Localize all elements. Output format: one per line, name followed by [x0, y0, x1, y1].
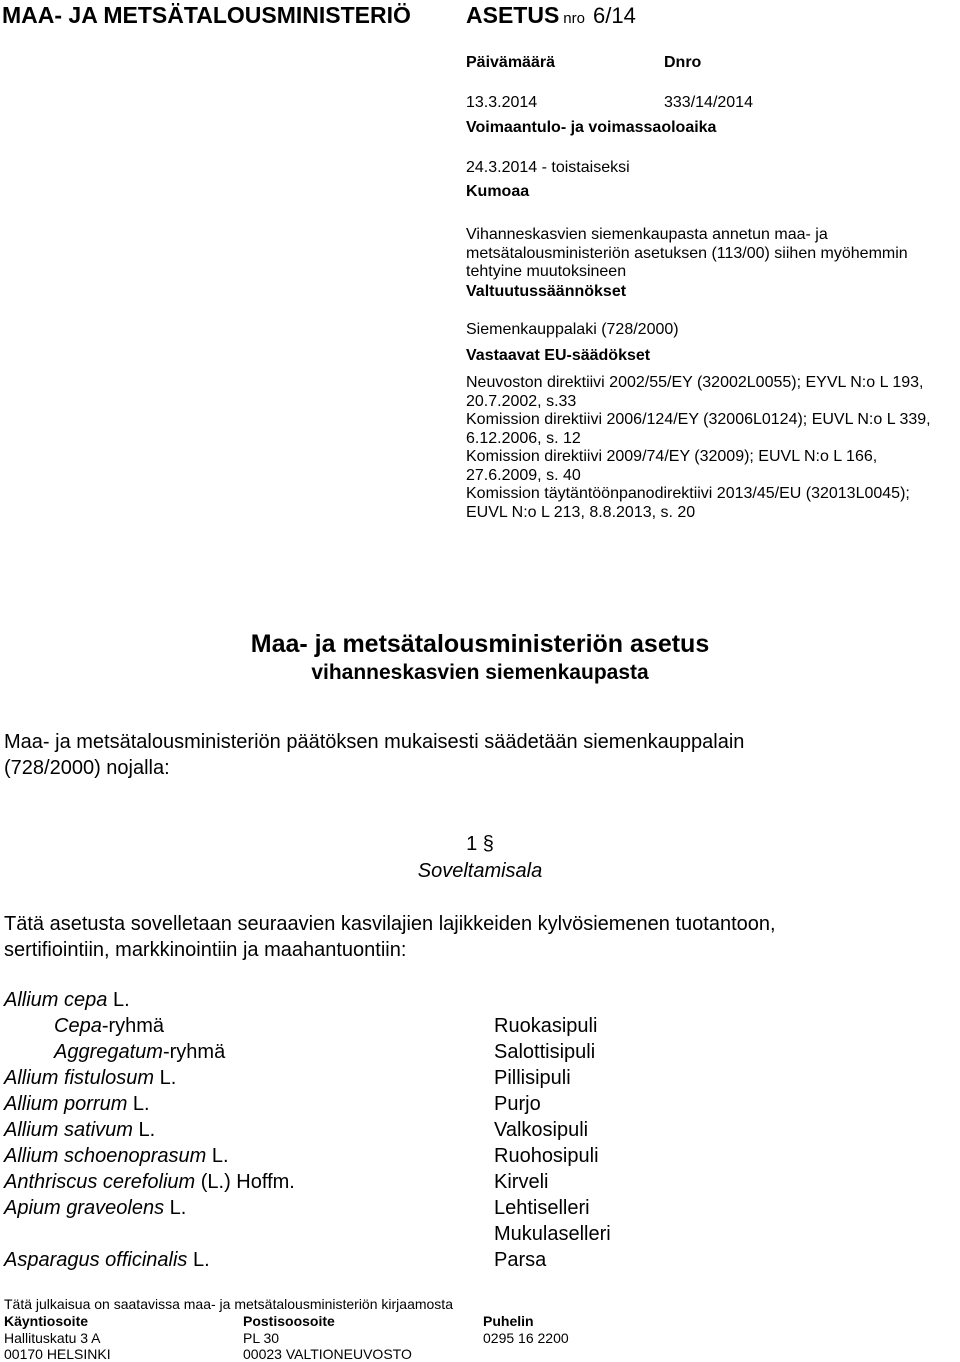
document-number: 6/14 — [592, 3, 636, 28]
species-row — [4, 1145, 904, 1171]
intro-line: (728/2000) nojalla: — [4, 757, 170, 779]
repeals-line: tehtyine muutoksineen — [466, 263, 627, 280]
species-row — [4, 1249, 904, 1275]
visit-city: 00170 HELSINKI — [4, 1346, 111, 1362]
intro-line: Maa- ja metsätalousministeriön päätöksen mukaisesti säädetään siemenkauppalain — [4, 731, 745, 753]
authority-value: Siemenkauppalaki (728/2000) — [466, 321, 679, 338]
visit-street: Hallituskatu 3 A — [4, 1330, 101, 1346]
species-name: Anthriscus cerefolium (L.) Hoffm. — [4, 1171, 295, 1193]
species-name: Allium fistulosum L. — [4, 1067, 177, 1089]
repeals-label: Kumoaa — [466, 183, 530, 200]
species-common-name: Kirveli — [494, 1171, 549, 1193]
section-number: 1 § — [466, 833, 494, 855]
species-name: Asparagus officinalis L. — [4, 1249, 210, 1271]
species-common-name: Ruokasipuli — [494, 1015, 598, 1037]
decree-subtitle: vihanneskasvien siemenkaupasta — [311, 661, 649, 684]
validity-label: Voimaantulo- ja voimassaoloaika — [466, 119, 717, 136]
species-row — [4, 1067, 904, 1093]
eu-act-line: 6.12.2006, s. 12 — [466, 429, 581, 447]
eu-act-line: EUVL N:o L 213, 8.8.2013, s. 20 — [466, 503, 696, 521]
species-name: Aggregatum-ryhmä — [54, 1041, 226, 1063]
species-common-name: Lehtiselleri — [494, 1197, 590, 1219]
section-text — [4, 911, 944, 963]
species-common-name: Salottisipuli — [494, 1041, 596, 1063]
document-type — [466, 2, 636, 29]
species-common-name: Pillisipuli — [494, 1067, 571, 1089]
eu-act-line: Neuvoston direktiivi 2002/55/EY (32002L0055); EYVL N:o L 193, — [466, 374, 924, 391]
eu-act-line: Komission direktiivi 2009/74/EY (32009); EUVL N:o L 166, — [466, 448, 878, 465]
intro-paragraph — [4, 729, 944, 781]
section-line: sertifiointiin, markkinointiin ja maahantuontiin: — [4, 939, 407, 961]
eu-acts-list — [466, 374, 956, 522]
species-row — [4, 1015, 904, 1041]
species-name: Allium porrum L. — [4, 1093, 150, 1115]
ministry-name: MAA- JA METSÄTALOUSMINISTERIÖ — [2, 2, 411, 28]
species-row — [4, 1197, 904, 1223]
repeals-line: Vihanneskasvien siemenkaupasta annetun maa- ja — [466, 226, 828, 243]
dnro-label: Dnro — [664, 54, 702, 71]
doc-type-label: ASETUS — [466, 2, 560, 28]
eu-acts-label: Vastaavat EU-säädökset — [466, 347, 651, 364]
eu-act-line: Komission direktiivi 2006/124/EY (32006L0124); EUVL N:o L 339, — [466, 411, 931, 428]
species-name: Allium schoenoprasum L. — [4, 1145, 229, 1167]
footer-note: Tätä julkaisua on saatavissa maa- ja metsätalousministeriön kirjaamosta — [4, 1296, 453, 1312]
species-row — [4, 1119, 904, 1145]
document-date: 13.3.2014 — [466, 94, 538, 111]
authority-label: Valtuutussäännökset — [466, 283, 627, 300]
repeals-text — [466, 226, 956, 282]
eu-act-line: Komission täytäntöönpanodirektiivi 2013/45/EU (32013L0045); — [466, 485, 910, 502]
species-common-name: Valkosipuli — [494, 1119, 589, 1141]
species-row — [4, 1093, 904, 1119]
postal-address-label: Postisoosoite — [243, 1313, 335, 1329]
dnro-value: 333/14/2014 — [664, 94, 753, 111]
species-common-name: Purjo — [494, 1093, 541, 1115]
repeals-line: metsätalousministeriön asetuksen (113/00) siihen myöhemmin — [466, 244, 908, 262]
species-name: Allium sativum L. — [4, 1119, 156, 1141]
section-line: Tätä asetusta sovelletaan seuraavien kasvilajien lajikkeiden kylvösiemenen tuotantoon, — [4, 913, 776, 935]
eu-act-line: 20.7.2002, s.33 — [466, 392, 577, 410]
species-common-name: Mukulaselleri — [494, 1223, 611, 1245]
postal-box: PL 30 — [243, 1330, 280, 1346]
phone-label: Puhelin — [483, 1313, 534, 1329]
species-common-name: Parsa — [494, 1249, 547, 1271]
eu-act-line: 27.6.2009, s. 40 — [466, 466, 581, 484]
section-heading: Soveltamisala — [417, 860, 543, 882]
species-row — [4, 1171, 904, 1197]
species-common-name: Ruohosipuli — [494, 1145, 599, 1167]
visit-address-label: Käyntiosoite — [4, 1313, 89, 1329]
species-row — [4, 1041, 904, 1067]
postal-city: 00023 VALTIONEUVOSTO — [243, 1346, 412, 1362]
species-name: Cepa-ryhmä — [54, 1015, 165, 1037]
species-row — [4, 1223, 904, 1249]
species-name: Apium graveolens L. — [4, 1197, 187, 1219]
species-row — [4, 989, 904, 1015]
species-name: Allium cepa L. — [4, 989, 130, 1011]
phone-number: 0295 16 2200 — [483, 1330, 569, 1346]
decree-title: Maa- ja metsätalousministeriön asetus — [250, 630, 710, 658]
date-label: Päivämäärä — [466, 54, 555, 71]
nro-label: nro — [563, 10, 585, 27]
validity-value: 24.3.2014 - toistaiseksi — [466, 159, 630, 176]
